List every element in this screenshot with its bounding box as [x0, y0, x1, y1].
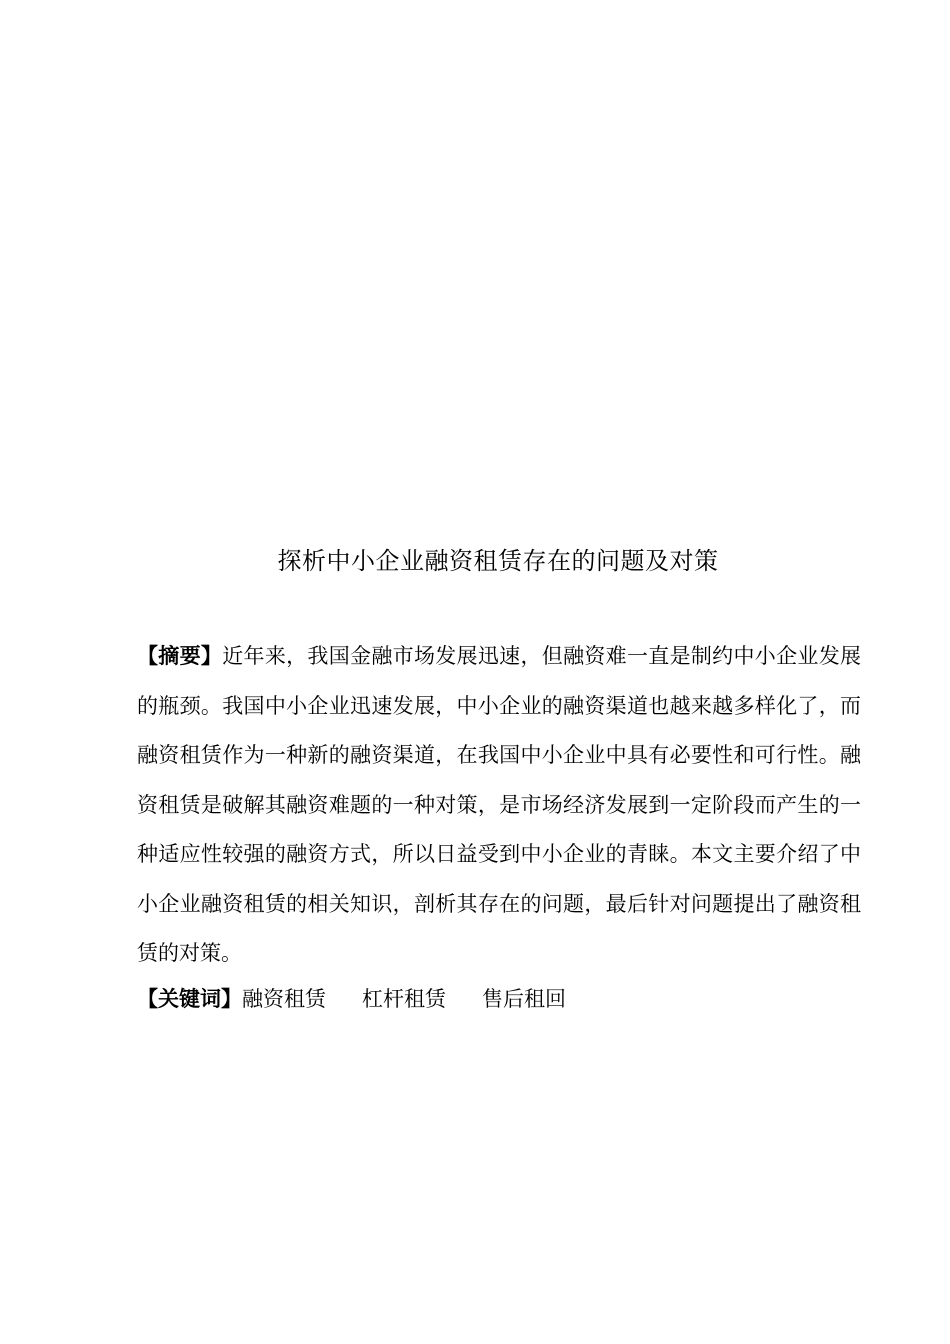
abstract-paragraph: [137, 632, 861, 979]
keywords-line: [137, 975, 861, 1025]
keyword: 杠杆租赁: [362, 987, 446, 1011]
keywords-label: 【关键词】: [137, 987, 242, 1011]
keyword: 融资租赁: [242, 987, 326, 1011]
abstract-text: 近年来，我国金融市场发展迅速，但融资难一直是制约中小企业发展的瓶颈。我国中小企业迅速发展，中小企业的融资渠道也越来越多样化了，而融资租赁作为一种新的融资渠道，在我国中小企业中具有必要性和可行性。融资租赁是破解其融资难题的一种对策，是市场经济发展到一定阶段而产生的一种适应性较强的融资方式，所以日益受到中小企业的青睐。本文主要介绍了中小企业融资租赁的相关知识，剖析其存在的问题，最后针对问题提出了融资租赁的对策。: [137, 644, 862, 965]
page-title: 探析中小企业融资租赁存在的问题及对策: [277, 547, 719, 575]
abstract-label: 【摘要】: [137, 644, 223, 668]
keyword: 售后租回: [482, 987, 566, 1011]
